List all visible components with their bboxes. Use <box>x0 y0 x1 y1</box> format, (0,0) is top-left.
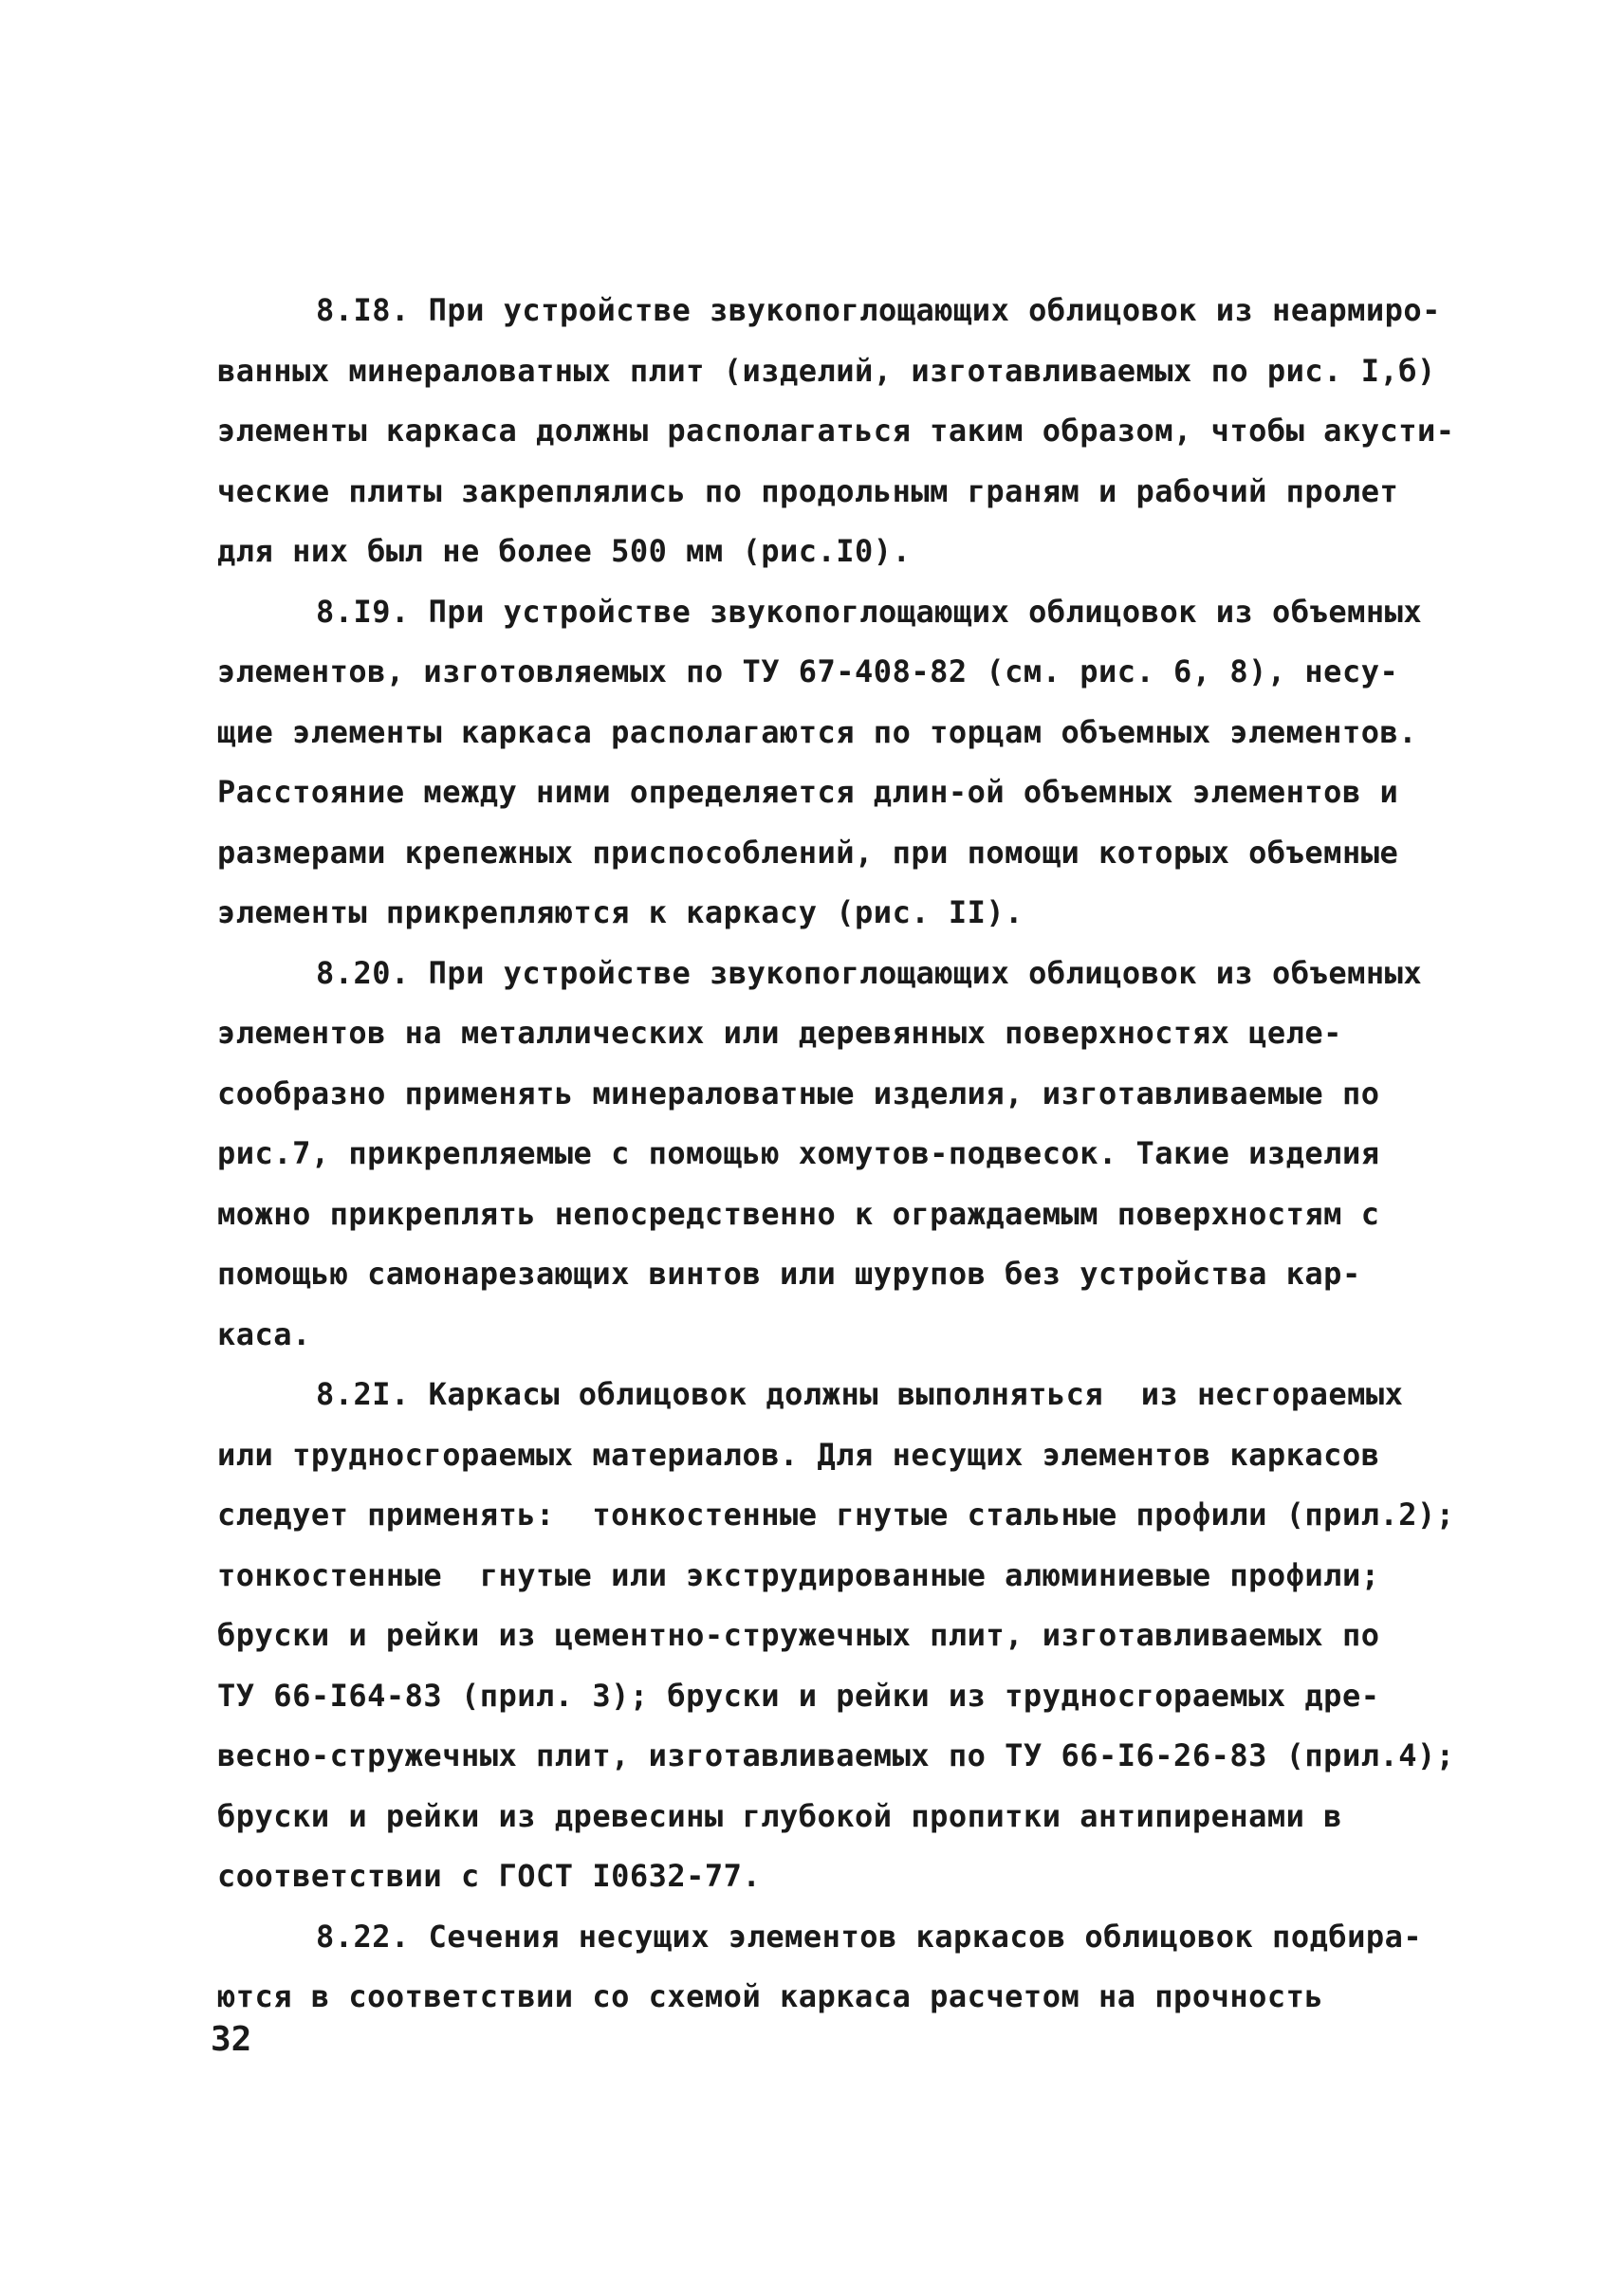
paragraph-8-18-line: для них был не более 500 мм (рис.I0). <box>217 533 912 569</box>
paragraph-8-19-line: щие элементы каркаса располагаются по торцам объемных элементов. <box>217 713 1417 750</box>
paragraph-8-21-line: или трудносгораемых материалов. Для несущих элементов каркасов <box>217 1436 1380 1473</box>
paragraph-8-19-line: размерами крепежных приспособлений, при помощи которых объемные <box>217 834 1399 871</box>
paragraph-8-19-line: элементов, изготовляемых по ТУ 67-408-82 (см. рис. 6, 8), несу- <box>217 653 1399 689</box>
paragraph-8-18-line: 8.I8. При устройстве звукопоглощающих облицовок из неармиро- <box>316 292 1441 328</box>
paragraph-8-18-line: ческие плиты закреплялись по продольным граням и рабочий пролет <box>217 472 1399 509</box>
paragraph-8-20-line: можно прикреплять непосредственно к ограждаемым поверхностям с <box>217 1195 1380 1232</box>
paragraph-8-21-line: 8.2I. Каркасы облицовок должны выполняться из несгораемых <box>316 1376 1404 1412</box>
paragraph-8-20-line: элементов на металлических или деревянных поверхностях целе- <box>217 1015 1342 1051</box>
paragraph-8-18-line: элементы каркаса должны располагаться таким образом, чтобы акусти- <box>217 413 1455 449</box>
paragraph-8-20-line: сообразно применять минераловатные изделия, изготавливаемые по <box>217 1075 1380 1111</box>
body-text <box>217 281 1455 2028</box>
paragraph-8-19-line: Расстояние между ними определяется длин-ой объемных элементов и <box>217 774 1399 810</box>
paragraph-8-22-line: 8.22. Сечения несущих элементов каркасов облицовок подбира- <box>316 1918 1423 1955</box>
paragraph-8-21-line: бруски и рейки из цементно-стружечных плит, изготавливаемых по <box>217 1617 1380 1653</box>
paragraph-8-18-line: ванных минераловатных плит (изделий, изготавливаемых по рис. I,б) <box>217 352 1436 389</box>
paragraph-8-20-line: каса. <box>217 1315 311 1352</box>
paragraph-8-21-line: следует применять: тонкостенные гнутые стальные профили (прил.2); <box>217 1497 1455 1533</box>
paragraph-8-20-line: рис.7, прикрепляемые с помощью хомутов-подвесок. Такие изделия <box>217 1135 1380 1171</box>
paragraph-8-19-line: 8.I9. При устройстве звукопоглощающих облицовок из объемных <box>316 593 1423 630</box>
paragraph-8-21-line: тонкостенные гнутые или экструдированные алюминиевые профили; <box>217 1556 1380 1593</box>
paragraph-8-19-line: элементы прикрепляются к каркасу (рис. II). <box>217 894 1024 930</box>
page-number: 32 <box>211 2020 252 2059</box>
paragraph-8-20-line: 8.20. При устройстве звукопоглощающих облицовок из объемных <box>316 954 1423 991</box>
paragraph-8-21-line: весно-стружечных плит, изготавливаемых по ТУ 66-I6-26-83 (прил.4); <box>217 1737 1455 1773</box>
paragraph-8-21-line: бруски и рейки из древесины глубокой пропитки антипиренами в <box>217 1797 1342 1834</box>
paragraph-8-20-line: помощью самонарезающих винтов или шурупов без устройства кар- <box>217 1256 1361 1292</box>
paragraph-8-22-line: ются в соответствии со схемой каркаса расчетом на прочность <box>217 1978 1324 2014</box>
paragraph-8-21-line: ТУ 66-I64-83 (прил. 3); бруски и рейки из трудносгораемых дре- <box>217 1677 1380 1714</box>
paragraph-8-21-line: соответствии с ГОСТ I0632-77. <box>217 1858 762 1894</box>
